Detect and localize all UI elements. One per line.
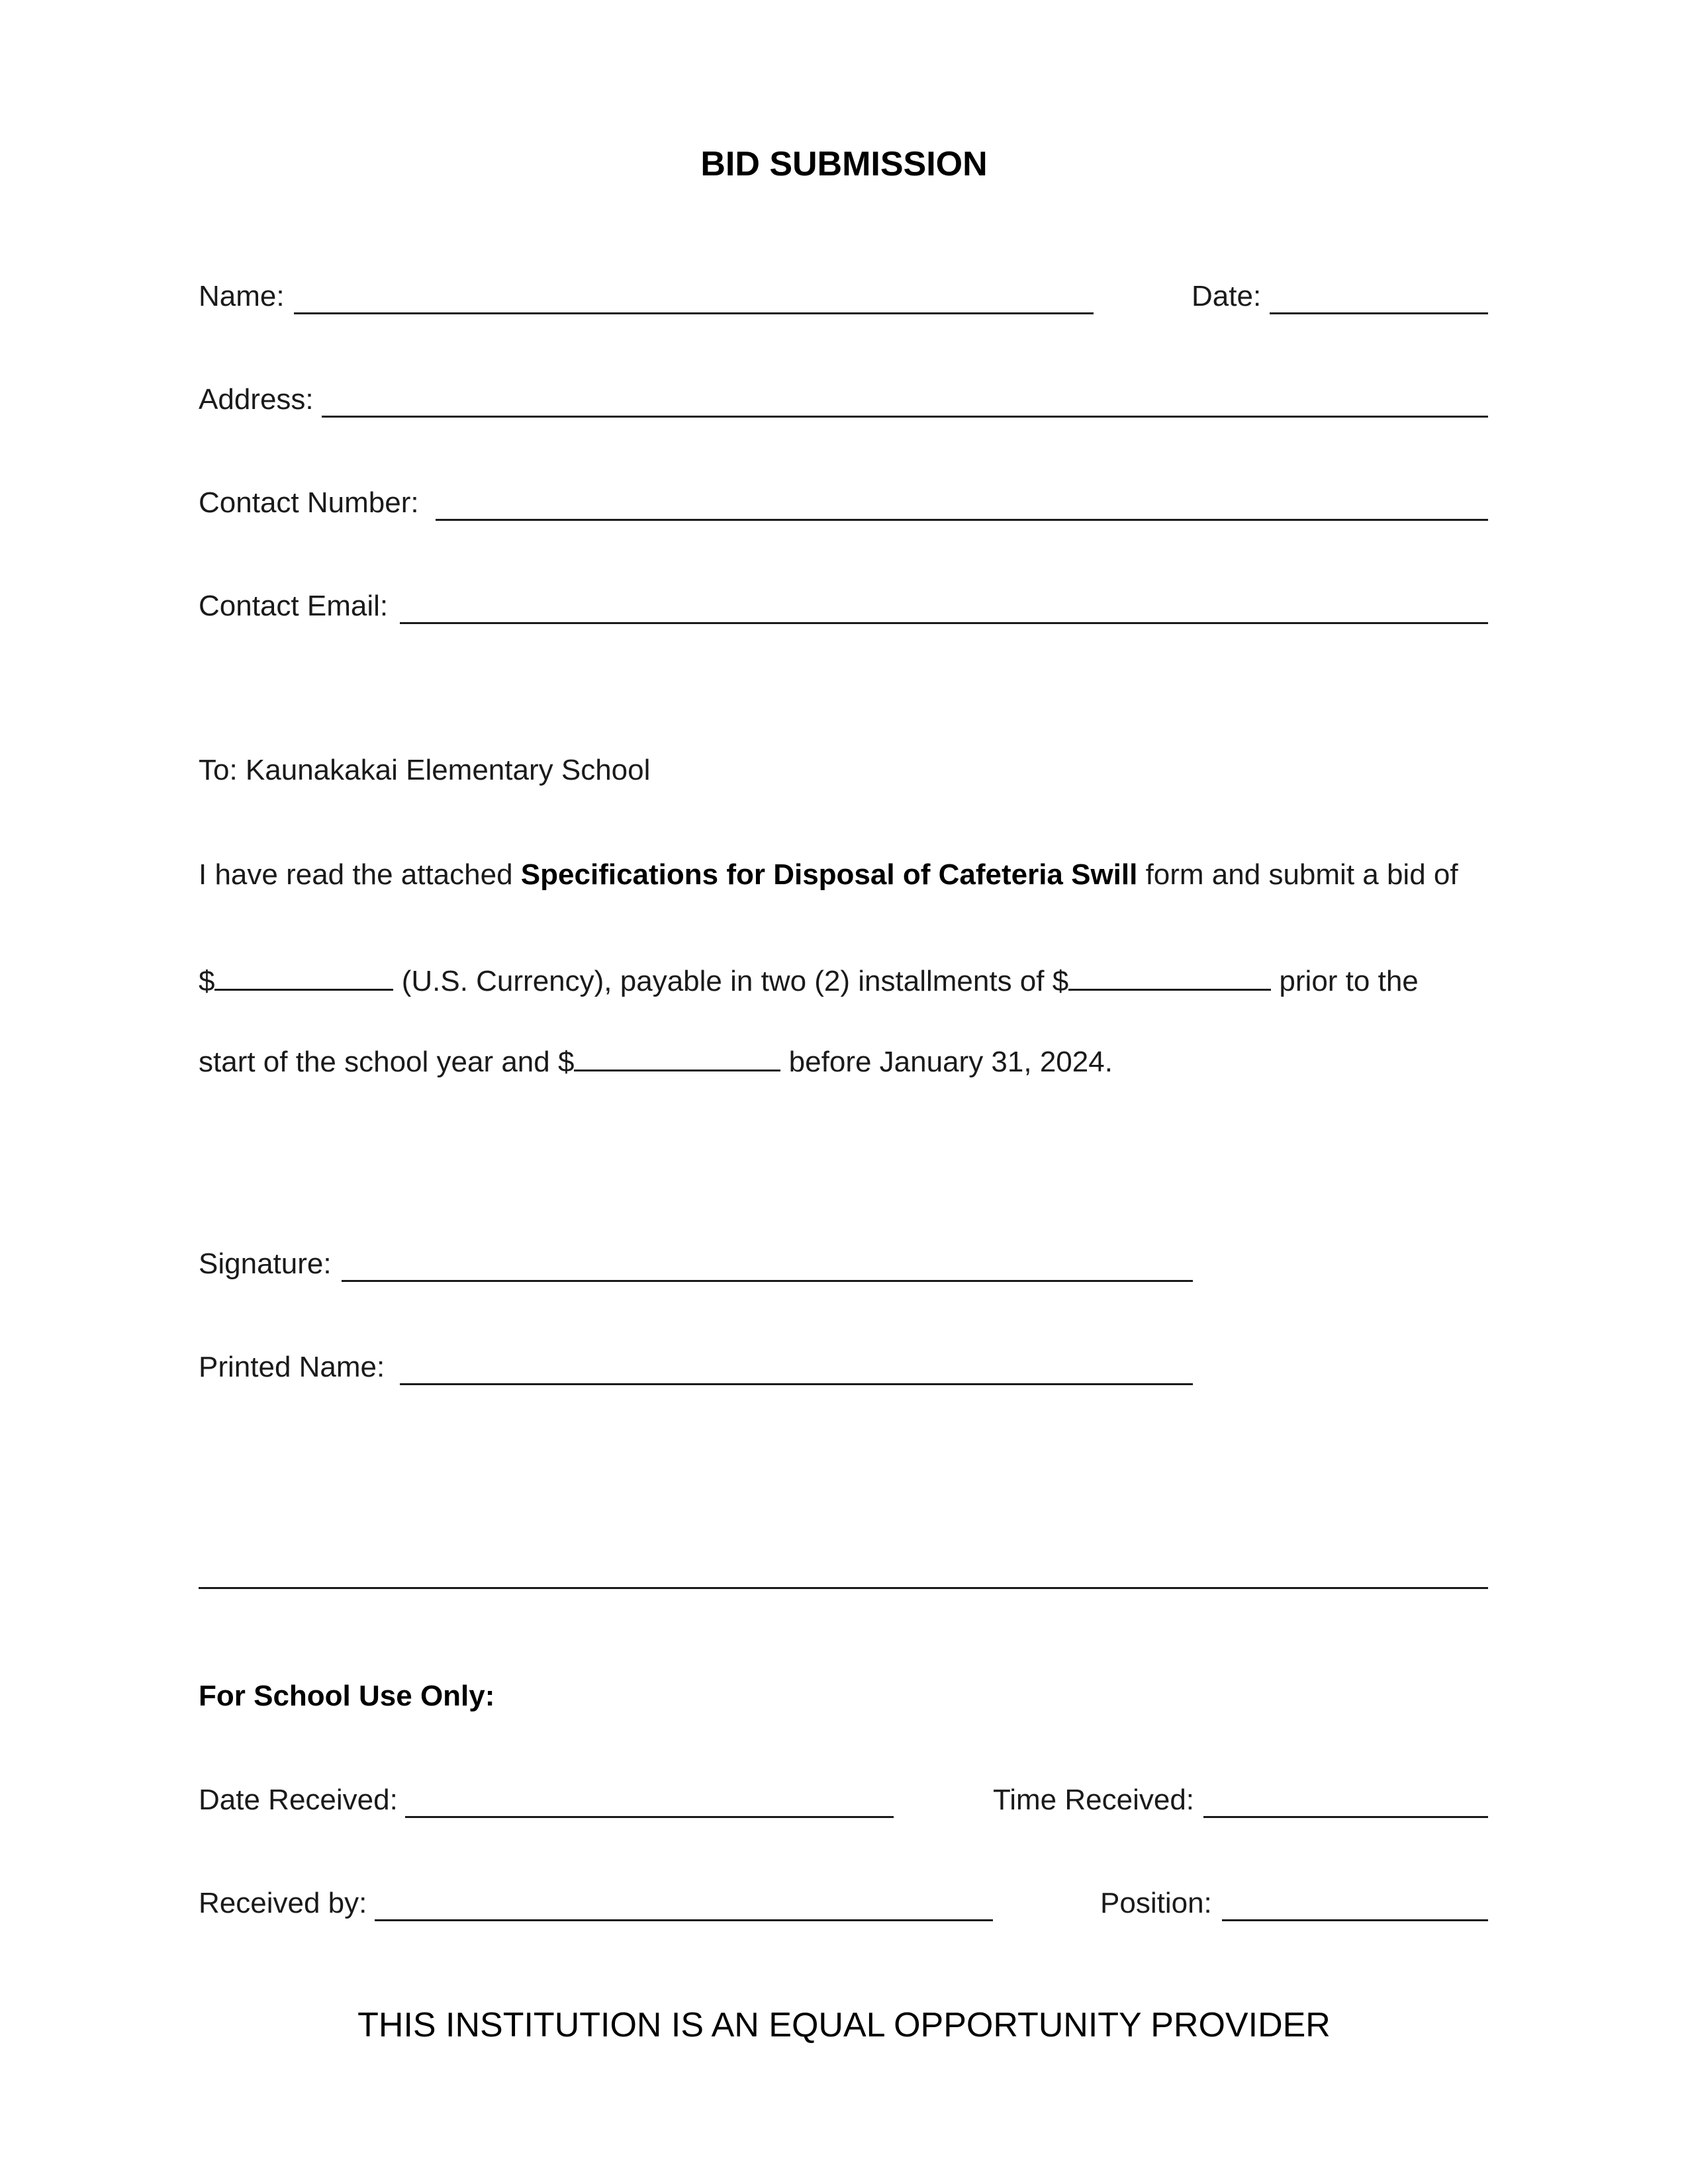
section-divider: [199, 1587, 1488, 1589]
first-installment-field[interactable]: [1068, 960, 1271, 991]
name-label: Name:: [199, 280, 285, 312]
date-received-field[interactable]: [405, 1816, 894, 1818]
statement-text-1: I have read the attached: [199, 858, 521, 891]
statement-line-3: [199, 1040, 1113, 1081]
received-by-field[interactable]: [375, 1919, 993, 1921]
time-received-label: Time Received:: [993, 1784, 1195, 1816]
currency-note: (U.S. Currency), payable in two (2) installments of $: [393, 965, 1069, 997]
before-text: before January 31, 2024.: [780, 1046, 1113, 1078]
printed-name-field[interactable]: [400, 1383, 1193, 1385]
school-use-heading: For School Use Only:: [199, 1680, 495, 1712]
position-label: Position:: [1100, 1887, 1212, 1919]
date-received-label: Date Received:: [199, 1784, 398, 1816]
contact-email-field[interactable]: [400, 622, 1488, 624]
name-field[interactable]: [294, 312, 1094, 314]
bid-amount-field[interactable]: [214, 960, 393, 991]
currency-symbol: $: [199, 965, 215, 997]
page-title: BID SUBMISSION: [700, 145, 988, 183]
contact-number-field[interactable]: [436, 519, 1488, 521]
contact-email-label: Contact Email:: [199, 590, 389, 622]
prior-text: prior to the: [1271, 965, 1419, 997]
contact-number-label: Contact Number:: [199, 486, 419, 519]
date-field[interactable]: [1270, 312, 1488, 314]
statement-line-1: [199, 856, 1458, 893]
address-label: Address:: [199, 383, 314, 416]
start-text: start of the school year and $: [199, 1046, 575, 1078]
signature-field[interactable]: [342, 1280, 1193, 1282]
printed-name-label: Printed Name:: [199, 1351, 385, 1383]
recipient-line: To: Kaunakakai Elementary School: [199, 754, 651, 786]
equal-opportunity-notice: THIS INSTITUTION IS AN EQUAL OPPORTUNITY PROVIDER: [357, 2006, 1331, 2044]
signature-label: Signature:: [199, 1248, 332, 1280]
position-field[interactable]: [1222, 1919, 1488, 1921]
address-field[interactable]: [322, 416, 1488, 418]
specifications-title: Specifications for Disposal of Cafeteria Swill: [520, 858, 1138, 891]
date-label: Date:: [1192, 280, 1262, 312]
statement-line-2: [199, 960, 1419, 1000]
second-installment-field[interactable]: [574, 1040, 780, 1071]
statement-text-2: form and submit a bid of: [1137, 858, 1458, 891]
time-received-field[interactable]: [1203, 1816, 1488, 1818]
received-by-label: Received by:: [199, 1887, 367, 1919]
